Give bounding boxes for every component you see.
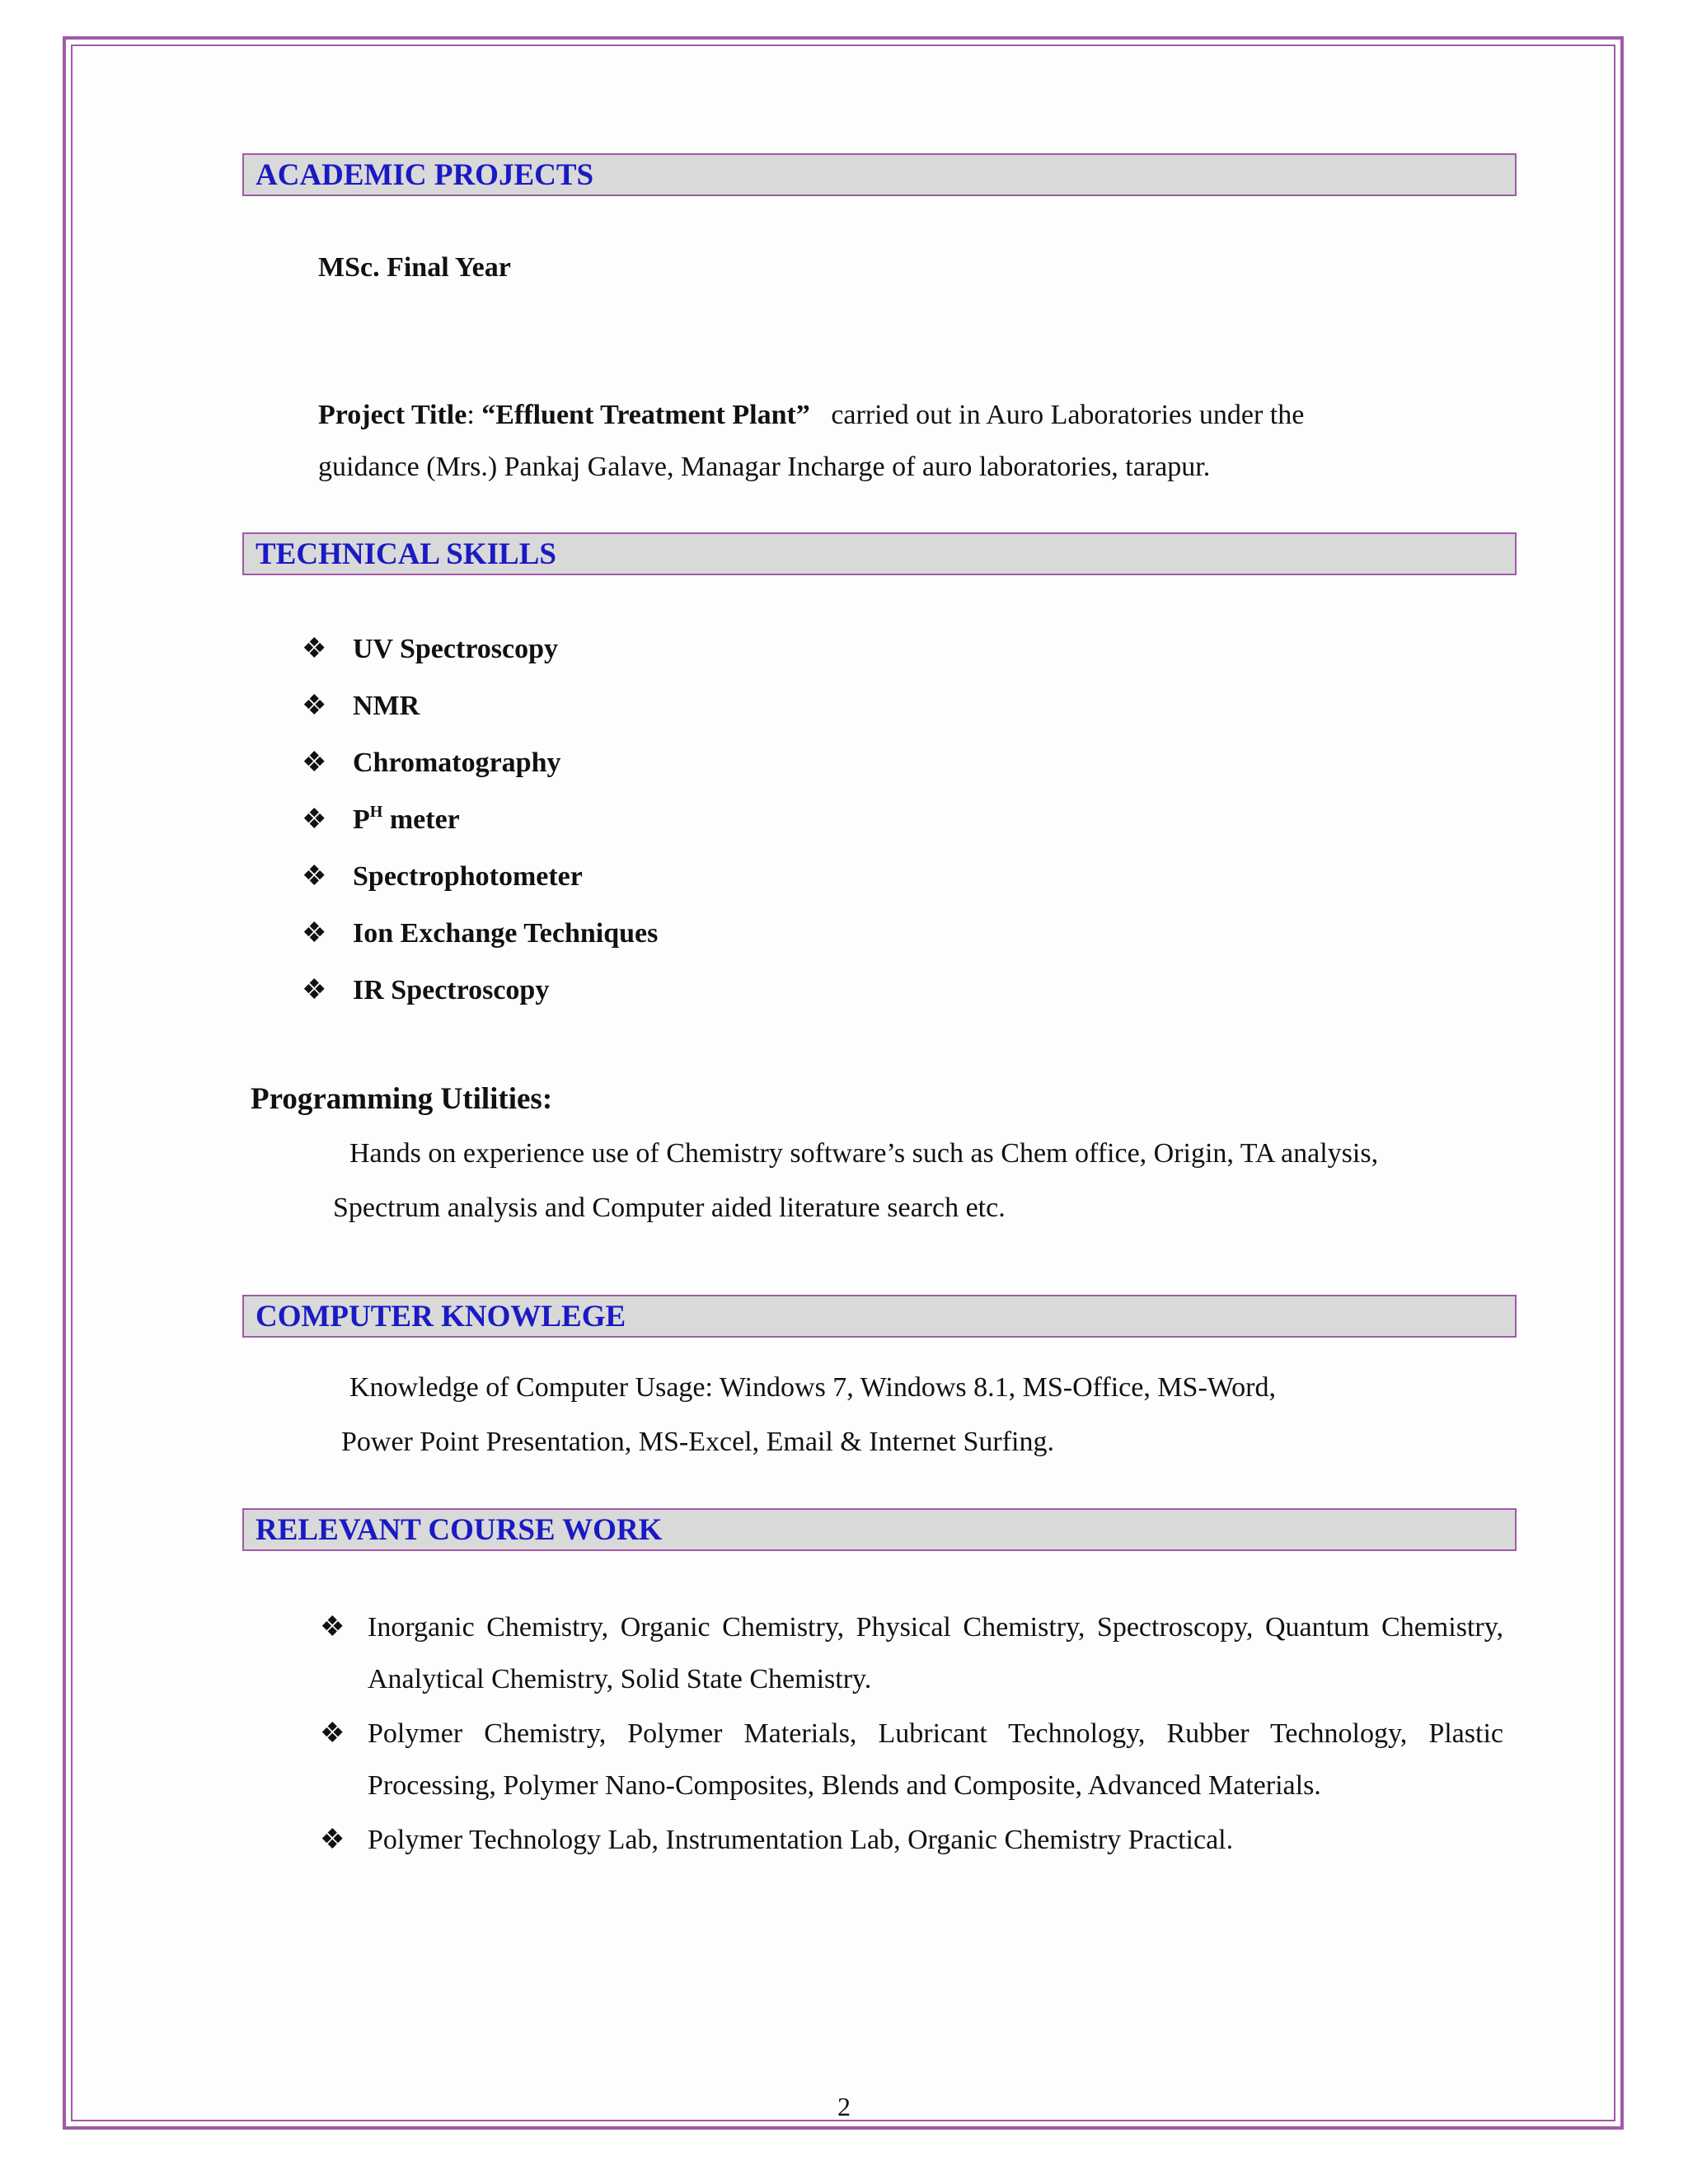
skill-item [302, 804, 460, 837]
skill-item [302, 860, 583, 893]
skill-label: UV Spectroscopy [353, 634, 559, 664]
diamond-bullet-icon: ❖ [302, 748, 327, 778]
skill-label: Spectrophotometer [353, 861, 583, 892]
course-item [320, 1601, 1503, 1705]
programming-title: Programming Utilities: [251, 1082, 553, 1116]
diamond-bullet-icon: ❖ [320, 1718, 345, 1749]
course-item [320, 1814, 1503, 1866]
programming-line-2: Spectrum analysis and Computer aided literature search etc. [333, 1193, 1006, 1223]
project-desc-2: guidance (Mrs.) Pankaj Galave, Managar Incharge of auro laboratories, tarapur. [318, 452, 1211, 482]
heading-computer-knowledge: COMPUTER KNOWLEGE [242, 1295, 1517, 1338]
project-title-label: Project Title [318, 400, 467, 430]
heading-academic-projects: ACADEMIC PROJECTS [242, 153, 1517, 196]
course-item-text: Inorganic Chemistry, Organic Chemistry, Physical Chemistry, Spectroscopy, Quantum Chemistry, Analytical Chemistry, Solid State Chemistry. [368, 1612, 1503, 1694]
diamond-bullet-icon: ❖ [320, 1825, 345, 1855]
skill-item [302, 690, 420, 723]
skill-item [302, 974, 549, 1007]
project-title-sep: : [467, 400, 475, 430]
skill-label: Ion Exchange Techniques [353, 918, 659, 949]
project-title-value: “Effluent Treatment Plant” [481, 400, 810, 430]
project-year: MSc. Final Year [318, 252, 511, 283]
programming-line-1: Hands on experience use of Chemistry software’s such as Chem office, Origin, TA analysis, [349, 1138, 1379, 1169]
diamond-bullet-icon: ❖ [302, 918, 327, 949]
course-item [320, 1708, 1503, 1811]
computer-line-1: Knowledge of Computer Usage: Windows 7, Windows 8.1, MS-Office, MS-Word, [349, 1372, 1276, 1403]
course-item-text: Polymer Technology Lab, Instrumentation Lab, Organic Chemistry Practical. [368, 1825, 1234, 1855]
skill-item [302, 747, 561, 780]
diamond-bullet-icon: ❖ [302, 975, 327, 1005]
computer-line-2: Power Point Presentation, MS-Excel, Email & Internet Surfing. [341, 1427, 1054, 1457]
diamond-bullet-icon: ❖ [302, 691, 327, 721]
heading-course-work: RELEVANT COURSE WORK [242, 1508, 1517, 1551]
skill-superscript: H [369, 803, 383, 821]
skill-label: NMR [353, 691, 420, 721]
diamond-bullet-icon: ❖ [320, 1612, 345, 1643]
course-item-text: Polymer Chemistry, Polymer Materials, Lubricant Technology, Rubber Technology, Plastic Processing, Polymer Nano-Composites, Blends and Composite, Advanced Materials. [368, 1718, 1503, 1801]
skill-label: Chromatography [353, 748, 561, 778]
skill-label: IR Spectroscopy [353, 975, 550, 1005]
page-number: 2 [837, 2092, 851, 2121]
project-title-line [318, 399, 1304, 432]
skill-item [302, 633, 558, 666]
project-desc-1: carried out in Auro Laboratories under the [831, 400, 1305, 430]
diamond-bullet-icon: ❖ [302, 861, 327, 892]
skill-suffix: meter [382, 804, 460, 835]
skill-item [302, 917, 658, 950]
diamond-bullet-icon: ❖ [302, 634, 327, 664]
heading-technical-skills: TECHNICAL SKILLS [242, 532, 1517, 575]
diamond-bullet-icon: ❖ [302, 804, 327, 835]
skill-label: P [353, 804, 370, 835]
